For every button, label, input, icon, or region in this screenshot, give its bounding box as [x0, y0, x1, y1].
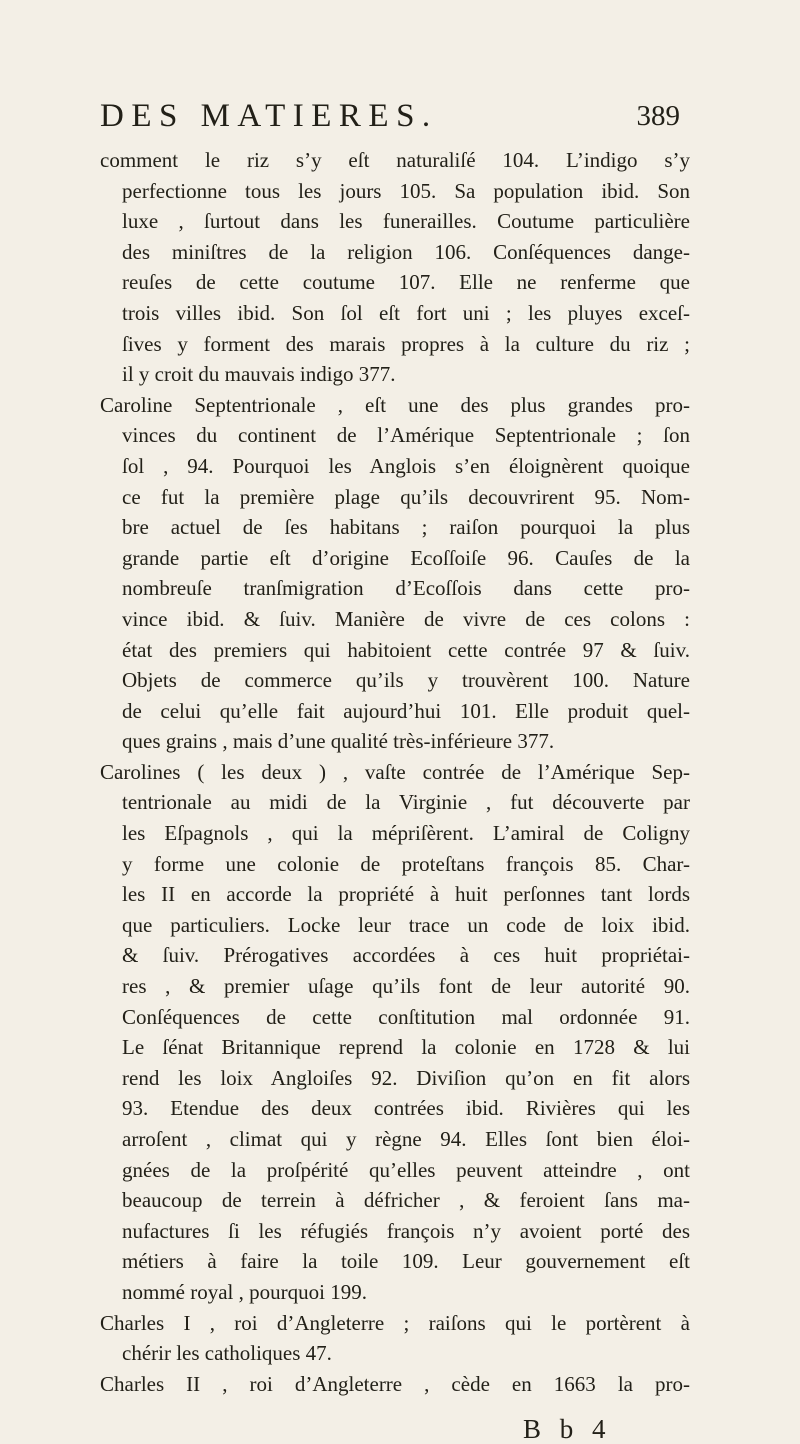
text-line: les II en accorde la propriété à huit perſonnes tant lords — [122, 882, 690, 907]
index-entry-heading: Charles II , roi d’Angleterre , cède en 1663 la pro- — [100, 1371, 690, 1396]
text-line: des miniſtres de la religion 106. Conſéquences dange- — [122, 239, 690, 264]
text-line: trois villes ibid. Son ſol eſt fort uni ; les pluyes exceſ- — [122, 300, 690, 325]
text-line: vinces du continent de l’Amérique Septentrionale ; ſon — [122, 423, 690, 448]
text-line: il y croit du mauvais indigo 377. — [122, 362, 396, 387]
text-line: les Eſpagnols , qui la mépriſèrent. L’amiral de Coligny — [122, 821, 690, 846]
text-line: & ſuiv. Prérogatives accordées à ces huit propriétai- — [122, 943, 690, 968]
text-line: 93. Etendue des deux contrées ibid. Rivières qui les — [122, 1096, 690, 1121]
text-line: luxe , ſurtout dans les funerailles. Coutume particulière — [122, 209, 690, 234]
text-line: Le ſénat Britannique reprend la colonie en 1728 & lui — [122, 1035, 690, 1060]
index-text — [100, 145, 690, 1399]
text-line: état des premiers qui habitoient cette contrée 97 & ſuiv. — [122, 637, 690, 662]
text-line: Objets de commerce qu’ils y trouvèrent 100. Nature — [122, 668, 690, 693]
text-line: Conſéquences de cette conſtitution mal ordonnée 91. — [122, 1004, 690, 1029]
running-title: DES MATIERES. — [100, 98, 438, 134]
text-line: nombreuſe tranſmigration d’Ecoſſois dans cette pro- — [122, 576, 690, 601]
text-line: reuſes de cette coutume 107. Elle ne renferme que — [122, 270, 690, 295]
text-line: chérir les catholiques 47. — [122, 1341, 332, 1366]
signature-mark: B b 4 — [523, 1414, 612, 1444]
index-entry-heading: Charles I , roi d’Angleterre ; raiſons qui le portèrent à — [100, 1310, 690, 1335]
text-line: ques grains , mais d’une qualité très-inférieure 377. — [122, 729, 555, 754]
index-entry-heading: Carolines ( les deux ) , vaſte contrée de l’Amérique Sep- — [100, 759, 690, 784]
text-line: res , & premier uſage qu’ils font de leur autorité 90. — [122, 974, 690, 999]
text-line: ſives y forment des marais propres à la culture du riz ; — [122, 331, 690, 356]
text-line: de celui qu’elle fait aujourd’hui 101. Elle produit quel- — [122, 698, 690, 723]
text-line: comment le riz s’y eſt naturaliſé 104. L’indigo s’y — [100, 148, 690, 172]
text-line: arroſent , climat qui y règne 94. Elles ſont bien éloi- — [122, 1127, 690, 1151]
text-line: beaucoup de terrein à défricher , & feroient ſans ma- — [122, 1188, 690, 1213]
text-line: rend les loix Angloiſes 92. Diviſion qu’on en fit alors — [122, 1065, 690, 1090]
text-line: perfectionne tous les jours 105. Sa population ibid. Son — [122, 178, 690, 203]
text-line: vince ibid. & ſuiv. Manière de vivre de ces colons : — [122, 606, 690, 631]
page-header — [100, 96, 680, 136]
text-line: grande partie eſt d’origine Ecoſſoiſe 96. Cauſes de la — [122, 545, 690, 570]
text-line: tentrionale au midi de la Virginie , fut découverte par — [122, 790, 690, 815]
text-line: y forme une colonie de proteſtans françois 85. Char- — [122, 851, 690, 876]
text-line: gnées de la proſpérité qu’elles peuvent atteindre , ont — [122, 1157, 690, 1182]
index-entry-heading: Caroline Septentrionale , eſt une des plus grandes pro- — [100, 392, 690, 417]
text-line: métiers à faire la toile 109. Leur gouvernement eſt — [122, 1249, 690, 1274]
text-line: bre actuel de ſes habitans ; raiſon pourquoi la plus — [122, 515, 690, 540]
text-line: nufactures ſi les réfugiés françois n’y avoient porté des — [122, 1218, 690, 1243]
text-line: ce fut la première plage qu’ils decouvrirent 95. Nom- — [122, 484, 690, 509]
text-line: que particuliers. Locke leur trace un code de loix ibid. — [122, 912, 690, 937]
text-line: ſol , 94. Pourquoi les Anglois s’en éloignèrent quoique — [122, 453, 690, 478]
text-line: nommé royal , pourquoi 199. — [122, 1279, 367, 1304]
page-number: 389 — [636, 100, 680, 132]
